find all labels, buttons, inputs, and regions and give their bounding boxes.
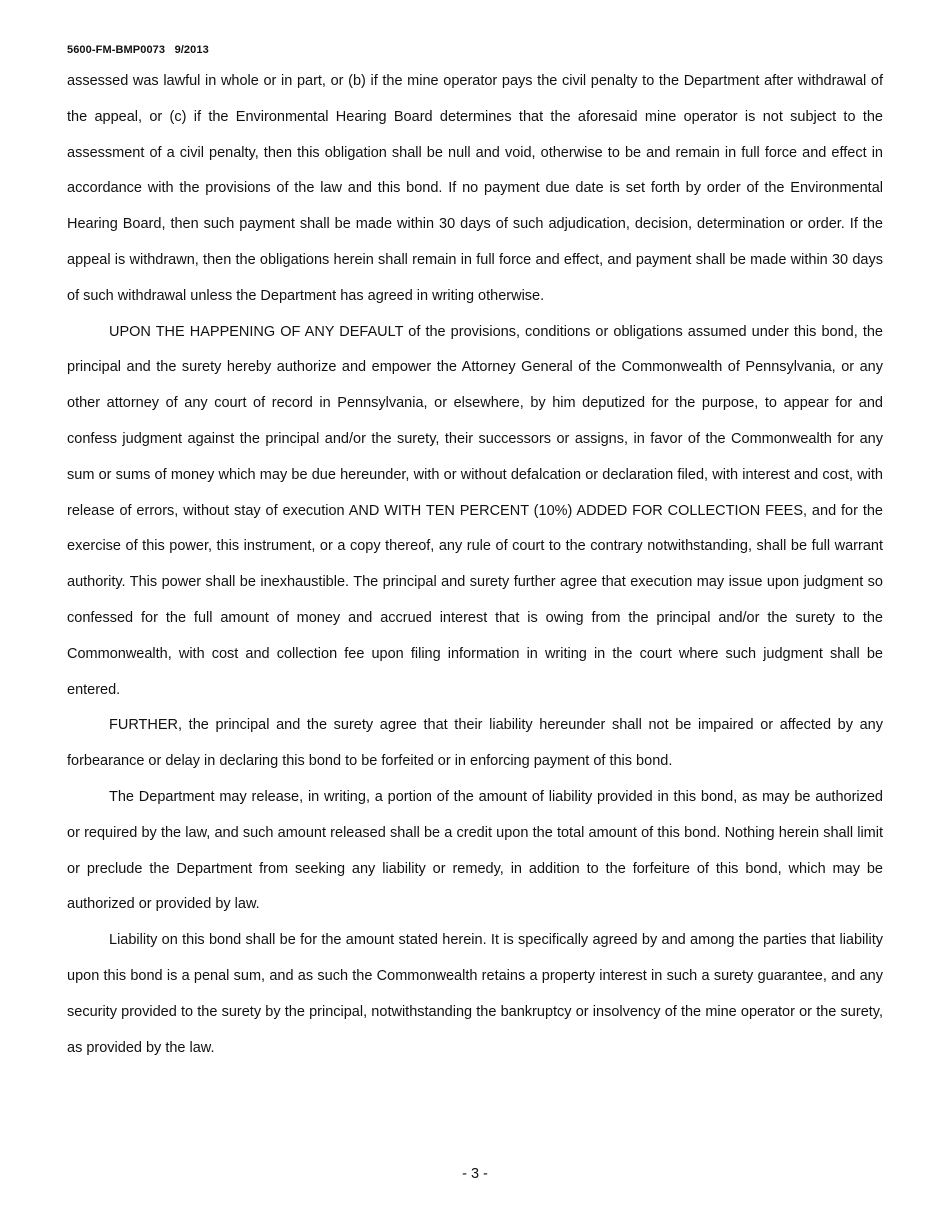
form-date: 9/2013 bbox=[174, 44, 209, 56]
paragraph-further-clause: FURTHER, the principal and the surety agree that their liability hereunder shall not be impaired or affected by any forbearance or delay in declaring this bond to be forfeited or in enforcing payment of this bond. bbox=[67, 717, 883, 770]
form-identifier bbox=[67, 44, 209, 56]
form-number: 5600-FM-BMP0073 bbox=[67, 44, 166, 56]
page-number: - 3 - bbox=[462, 1166, 488, 1182]
paragraph-continuation: assessed was lawful in whole or in part, or (b) if the mine operator pays the civil penalty to the Department after withdrawal of the appeal, or (c) if the Environmental Hearing Board determines that the aforesaid mine operator is not subject to the assessment of a civil penalty, then this obligation shall be null and void, otherwise to be and remain in full force and effect in accordance with the provisions of the law and this bond. If no payment due date is set forth by order of the Environmental Hearing Board, then such payment shall be made within 30 days of such adjudication, decision, determination or order. If the appeal is withdrawn, then the obligations herein shall remain in full force and effect, and payment shall be made within 30 days of such withdrawal unless the Department has agreed in writing otherwise. bbox=[67, 73, 883, 304]
paragraph-liability-clause: Liability on this bond shall be for the amount stated herein. It is specifically agreed by and among the parties that liability upon this bond is a penal sum, and as such the Commonwealth retains a property interest in such a surety guarantee, and any security provided to the surety by the principal, notwithstanding the bankruptcy or insolvency of the mine operator or the surety, as provided by the law. bbox=[67, 932, 883, 1056]
paragraph-release-clause: The Department may release, in writing, a portion of the amount of liability provided in this bond, as may be authorized or required by the law, and such amount released shall be a credit upon the total amount of this bond. Nothing herein shall limit or preclude the Department from seeking any liability or remedy, in addition to the forfeiture of this bond, which may be authorized or provided by law. bbox=[67, 788, 883, 913]
paragraph-default-clause: UPON THE HAPPENING OF ANY DEFAULT of the provisions, conditions or obligations assumed under this bond, the principal and the surety hereby authorize and empower the Attorney General of the Commonwealth of Pennsylvania, or any other attorney of any court of record in Pennsylvania, or elsewhere, by him deputized for the purpose, to appear for and confess judgment against the principal and/or the surety, their successors or assigns, in favor of the Commonwealth for any sum or sums of money which may be due hereunder, with or without defalcation or declaration filed, with interest and cost, with release of errors, without stay of execution AND WITH TEN PERCENT (10%) ADDED FOR COLLECTION FEES, and for the exercise of this power, this instrument, or a copy thereof, any rule of court to the contrary notwithstanding, shall be full warrant authority. This power shall be inexhaustible. The principal and surety further agree that execution may issue upon judgment so confessed for the full amount of money and accrued interest that is owing from the principal and/or the surety to the Commonwealth, with cost and collection fee upon filing information in writing in the court where such judgment shall be entered. bbox=[67, 323, 883, 698]
document-body bbox=[67, 64, 883, 1066]
